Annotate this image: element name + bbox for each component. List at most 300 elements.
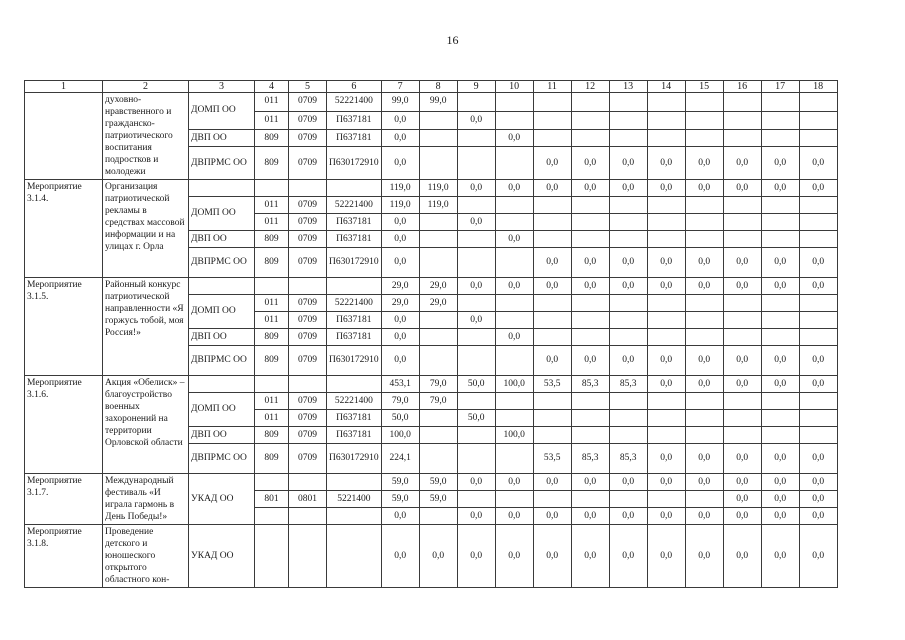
total-amount-cell: 50,0: [381, 410, 419, 427]
year-amount-cell: [685, 111, 723, 129]
executor-cell: [189, 376, 255, 393]
column-number-5: 5: [289, 81, 327, 93]
year-amount-cell: 0,0: [799, 180, 837, 197]
year-amount-cell: [533, 312, 571, 329]
event-description-cell: Районный конкурс патриотической направленности «Я горжусь тобой, моя Россия!»: [103, 278, 189, 376]
year-amount-cell: [457, 346, 495, 376]
event-number-cell: Мероприятие 3.1.6.: [25, 376, 103, 474]
year-amount-cell: 0,0: [457, 111, 495, 129]
table-row: [25, 525, 838, 588]
year-amount-cell: 0,0: [571, 525, 609, 588]
year-amount-cell: [571, 214, 609, 231]
year-amount-cell: 85,3: [609, 376, 647, 393]
year-amount-cell: 0,0: [647, 147, 685, 180]
year-amount-cell: 0,0: [761, 248, 799, 278]
year-amount-cell: [761, 231, 799, 248]
year-amount-cell: [799, 427, 837, 444]
total-amount-cell: 119,0: [381, 197, 419, 214]
year-amount-cell: 0,0: [799, 376, 837, 393]
year-amount-cell: 0,0: [723, 474, 761, 491]
year-amount-cell: 0,0: [495, 278, 533, 295]
year-amount-cell: [495, 93, 533, 112]
budget-table: [24, 80, 838, 588]
year-amount-cell: 0,0: [571, 508, 609, 525]
column-number-4: 4: [255, 81, 289, 93]
year-amount-cell: [647, 427, 685, 444]
section-code-cell: 0709: [289, 410, 327, 427]
year-amount-cell: [457, 129, 495, 147]
year-amount-cell: [419, 129, 457, 147]
total-amount-cell: 59,0: [381, 491, 419, 508]
column-number-15: 15: [685, 81, 723, 93]
year-amount-cell: [723, 427, 761, 444]
total-amount-cell: 79,0: [381, 393, 419, 410]
year-amount-cell: 0,0: [457, 508, 495, 525]
year-amount-cell: [799, 312, 837, 329]
year-amount-cell: [495, 295, 533, 312]
section-code-cell: 0709: [289, 231, 327, 248]
grbs-code-cell: 011: [255, 214, 289, 231]
year-amount-cell: [533, 410, 571, 427]
year-amount-cell: 0,0: [799, 444, 837, 474]
year-amount-cell: [723, 93, 761, 112]
executor-cell: ДВПРМС ОО: [189, 444, 255, 474]
event-description-cell: Акция «Обелиск» – благоустройство военных захоронений на территории Орловской области: [103, 376, 189, 474]
column-number-11: 11: [533, 81, 571, 93]
target-article-cell: 52221400: [327, 197, 382, 214]
year-amount-cell: 0,0: [571, 278, 609, 295]
executor-cell: ДВПРМС ОО: [189, 346, 255, 376]
year-amount-cell: [685, 214, 723, 231]
year-amount-cell: [685, 197, 723, 214]
table-row: [25, 278, 838, 295]
year-amount-cell: [799, 129, 837, 147]
year-amount-cell: [533, 214, 571, 231]
year-amount-cell: 0,0: [609, 474, 647, 491]
year-amount-cell: [419, 444, 457, 474]
year-amount-cell: 0,0: [571, 248, 609, 278]
total-amount-cell: 59,0: [381, 474, 419, 491]
executor-cell: ДВПРМС ОО: [189, 147, 255, 180]
year-amount-cell: 0,0: [799, 278, 837, 295]
section-code-cell: 0709: [289, 248, 327, 278]
year-amount-cell: [533, 231, 571, 248]
target-article-cell: П637181: [327, 410, 382, 427]
year-amount-cell: 0,0: [609, 525, 647, 588]
section-code-cell: [289, 525, 327, 588]
total-amount-cell: 29,0: [381, 295, 419, 312]
total-amount-cell: 0,0: [381, 147, 419, 180]
event-description-cell: Организация патриотической рекламы в средствах массовой информации и на улицах г. Орла: [103, 180, 189, 278]
year-amount-cell: 0,0: [533, 248, 571, 278]
event-description-cell: Международный фестиваль «И играла гармонь в День Победы!»: [103, 474, 189, 525]
year-amount-cell: [419, 312, 457, 329]
executor-cell: [189, 278, 255, 295]
column-number-14: 14: [647, 81, 685, 93]
year-amount-cell: [647, 393, 685, 410]
year-amount-cell: 0,0: [457, 525, 495, 588]
year-amount-cell: [799, 93, 837, 112]
section-code-cell: 0801: [289, 491, 327, 508]
year-amount-cell: [419, 214, 457, 231]
year-amount-cell: [533, 295, 571, 312]
year-amount-cell: [761, 214, 799, 231]
year-amount-cell: 0,0: [609, 508, 647, 525]
year-amount-cell: [609, 111, 647, 129]
year-amount-cell: [571, 295, 609, 312]
section-code-cell: [289, 180, 327, 197]
page-number: 16: [446, 33, 459, 47]
grbs-code-cell: [255, 278, 289, 295]
section-code-cell: 0709: [289, 346, 327, 376]
year-amount-cell: [761, 93, 799, 112]
year-amount-cell: [723, 129, 761, 147]
year-amount-cell: 0,0: [723, 180, 761, 197]
column-number-2: 2: [103, 81, 189, 93]
year-amount-cell: 0,0: [685, 248, 723, 278]
year-amount-cell: [419, 231, 457, 248]
year-amount-cell: [647, 410, 685, 427]
executor-cell: ДВП ОО: [189, 231, 255, 248]
year-amount-cell: [609, 491, 647, 508]
target-article-cell: П637181: [327, 231, 382, 248]
year-amount-cell: 0,0: [457, 474, 495, 491]
year-amount-cell: 0,0: [685, 346, 723, 376]
year-amount-cell: [533, 197, 571, 214]
year-amount-cell: 0,0: [761, 180, 799, 197]
year-amount-cell: 0,0: [685, 525, 723, 588]
year-amount-cell: [685, 410, 723, 427]
year-amount-cell: [533, 329, 571, 346]
column-number-9: 9: [457, 81, 495, 93]
year-amount-cell: 0,0: [685, 508, 723, 525]
target-article-cell: [327, 508, 382, 525]
total-amount-cell: 0,0: [381, 231, 419, 248]
target-article-cell: [327, 376, 382, 393]
section-code-cell: 0709: [289, 329, 327, 346]
target-article-cell: [327, 474, 382, 491]
executor-cell: ДОМП ОО: [189, 295, 255, 329]
year-amount-cell: [533, 491, 571, 508]
year-amount-cell: 0,0: [533, 346, 571, 376]
year-amount-cell: 0,0: [685, 278, 723, 295]
year-amount-cell: [799, 410, 837, 427]
executor-cell: ДОМП ОО: [189, 197, 255, 231]
year-amount-cell: [723, 214, 761, 231]
year-amount-cell: 0,0: [761, 474, 799, 491]
year-amount-cell: 59,0: [419, 474, 457, 491]
year-amount-cell: 50,0: [457, 376, 495, 393]
year-amount-cell: 0,0: [723, 508, 761, 525]
column-number-row: [25, 81, 838, 93]
year-amount-cell: [799, 329, 837, 346]
year-amount-cell: [457, 93, 495, 112]
year-amount-cell: [609, 231, 647, 248]
year-amount-cell: [533, 427, 571, 444]
year-amount-cell: [761, 410, 799, 427]
year-amount-cell: [571, 491, 609, 508]
year-amount-cell: 0,0: [761, 278, 799, 295]
year-amount-cell: 0,0: [685, 180, 723, 197]
executor-cell: ДВП ОО: [189, 129, 255, 147]
total-amount-cell: 0,0: [381, 214, 419, 231]
year-amount-cell: [685, 231, 723, 248]
total-amount-cell: 29,0: [381, 278, 419, 295]
year-amount-cell: [647, 93, 685, 112]
total-amount-cell: 0,0: [381, 508, 419, 525]
target-article-cell: П630172910: [327, 444, 382, 474]
year-amount-cell: 0,0: [609, 248, 647, 278]
event-number-cell: [25, 93, 103, 180]
year-amount-cell: [647, 329, 685, 346]
year-amount-cell: [609, 312, 647, 329]
year-amount-cell: [723, 393, 761, 410]
section-code-cell: 0709: [289, 312, 327, 329]
year-amount-cell: 0,0: [609, 278, 647, 295]
year-amount-cell: 0,0: [723, 147, 761, 180]
year-amount-cell: [533, 93, 571, 112]
event-number-cell: Мероприятие 3.1.5.: [25, 278, 103, 376]
year-amount-cell: [685, 312, 723, 329]
year-amount-cell: 0,0: [495, 525, 533, 588]
year-amount-cell: [533, 393, 571, 410]
total-amount-cell: 0,0: [381, 111, 419, 129]
section-code-cell: 0709: [289, 214, 327, 231]
year-amount-cell: 0,0: [685, 147, 723, 180]
event-description-cell: Проведение детского и юношеского открытого областного кон-: [103, 525, 189, 588]
year-amount-cell: 53,5: [533, 376, 571, 393]
grbs-code-cell: 801: [255, 491, 289, 508]
grbs-code-cell: [255, 474, 289, 491]
executor-cell: УКАД ОО: [189, 525, 255, 588]
table-row: [25, 474, 838, 491]
section-code-cell: 0709: [289, 427, 327, 444]
year-amount-cell: 0,0: [647, 444, 685, 474]
year-amount-cell: [685, 295, 723, 312]
grbs-code-cell: 809: [255, 231, 289, 248]
year-amount-cell: [761, 197, 799, 214]
year-amount-cell: [457, 197, 495, 214]
year-amount-cell: [571, 410, 609, 427]
year-amount-cell: [571, 329, 609, 346]
year-amount-cell: [495, 248, 533, 278]
target-article-cell: П637181: [327, 427, 382, 444]
year-amount-cell: [571, 93, 609, 112]
year-amount-cell: [495, 346, 533, 376]
year-amount-cell: [419, 508, 457, 525]
column-number-17: 17: [761, 81, 799, 93]
year-amount-cell: 0,0: [723, 346, 761, 376]
total-amount-cell: 224,1: [381, 444, 419, 474]
year-amount-cell: [647, 129, 685, 147]
year-amount-cell: [419, 111, 457, 129]
year-amount-cell: 0,0: [723, 444, 761, 474]
year-amount-cell: [609, 129, 647, 147]
year-amount-cell: 0,0: [723, 278, 761, 295]
year-amount-cell: [457, 329, 495, 346]
executor-cell: ДОМП ОО: [189, 93, 255, 130]
grbs-code-cell: 809: [255, 346, 289, 376]
grbs-code-cell: 809: [255, 444, 289, 474]
year-amount-cell: 0,0: [723, 248, 761, 278]
grbs-code-cell: 011: [255, 197, 289, 214]
year-amount-cell: 0,0: [685, 474, 723, 491]
year-amount-cell: [533, 129, 571, 147]
year-amount-cell: 0,0: [799, 508, 837, 525]
total-amount-cell: 99,0: [381, 93, 419, 112]
year-amount-cell: [647, 491, 685, 508]
year-amount-cell: 0,0: [419, 525, 457, 588]
year-amount-cell: [495, 312, 533, 329]
year-amount-cell: 0,0: [799, 147, 837, 180]
year-amount-cell: 0,0: [647, 525, 685, 588]
column-number-13: 13: [609, 81, 647, 93]
year-amount-cell: 0,0: [571, 147, 609, 180]
target-article-cell: 52221400: [327, 93, 382, 112]
year-amount-cell: [647, 111, 685, 129]
year-amount-cell: [419, 147, 457, 180]
year-amount-cell: [799, 295, 837, 312]
section-code-cell: 0709: [289, 129, 327, 147]
grbs-code-cell: 011: [255, 93, 289, 112]
grbs-code-cell: 011: [255, 295, 289, 312]
year-amount-cell: 29,0: [419, 278, 457, 295]
year-amount-cell: [723, 295, 761, 312]
target-article-cell: [327, 525, 382, 588]
year-amount-cell: 0,0: [495, 180, 533, 197]
year-amount-cell: 0,0: [495, 474, 533, 491]
year-amount-cell: 0,0: [495, 329, 533, 346]
year-amount-cell: [647, 231, 685, 248]
year-amount-cell: [761, 393, 799, 410]
executor-cell: ДВП ОО: [189, 329, 255, 346]
year-amount-cell: [457, 491, 495, 508]
year-amount-cell: [761, 129, 799, 147]
grbs-code-cell: [255, 525, 289, 588]
year-amount-cell: 0,0: [571, 346, 609, 376]
executor-cell: УКАД ОО: [189, 474, 255, 525]
year-amount-cell: [609, 197, 647, 214]
total-amount-cell: 0,0: [381, 525, 419, 588]
target-article-cell: П637181: [327, 214, 382, 231]
year-amount-cell: 85,3: [609, 444, 647, 474]
year-amount-cell: 0,0: [723, 491, 761, 508]
year-amount-cell: 0,0: [495, 231, 533, 248]
target-article-cell: 5221400: [327, 491, 382, 508]
year-amount-cell: [419, 427, 457, 444]
year-amount-cell: [495, 491, 533, 508]
year-amount-cell: [419, 346, 457, 376]
year-amount-cell: [723, 111, 761, 129]
year-amount-cell: [419, 329, 457, 346]
year-amount-cell: 50,0: [457, 410, 495, 427]
year-amount-cell: [533, 111, 571, 129]
table-row: [25, 180, 838, 197]
year-amount-cell: 0,0: [533, 525, 571, 588]
grbs-code-cell: 809: [255, 129, 289, 147]
year-amount-cell: [495, 410, 533, 427]
year-amount-cell: 59,0: [419, 491, 457, 508]
year-amount-cell: 0,0: [647, 278, 685, 295]
year-amount-cell: 0,0: [685, 376, 723, 393]
table-row: [25, 93, 838, 112]
year-amount-cell: [723, 410, 761, 427]
year-amount-cell: [685, 491, 723, 508]
grbs-code-cell: 011: [255, 393, 289, 410]
year-amount-cell: [571, 129, 609, 147]
year-amount-cell: 0,0: [761, 491, 799, 508]
year-amount-cell: 0,0: [647, 474, 685, 491]
year-amount-cell: [609, 393, 647, 410]
target-article-cell: П637181: [327, 312, 382, 329]
year-amount-cell: 79,0: [419, 376, 457, 393]
year-amount-cell: 0,0: [723, 525, 761, 588]
target-article-cell: 52221400: [327, 393, 382, 410]
executor-cell: ДВП ОО: [189, 427, 255, 444]
year-amount-cell: 0,0: [647, 508, 685, 525]
year-amount-cell: 0,0: [799, 248, 837, 278]
year-amount-cell: [647, 197, 685, 214]
year-amount-cell: 0,0: [799, 474, 837, 491]
year-amount-cell: [457, 248, 495, 278]
year-amount-cell: [761, 312, 799, 329]
year-amount-cell: 0,0: [647, 180, 685, 197]
year-amount-cell: [685, 393, 723, 410]
year-amount-cell: [609, 410, 647, 427]
year-amount-cell: 100,0: [495, 376, 533, 393]
target-article-cell: П637181: [327, 129, 382, 147]
year-amount-cell: [457, 295, 495, 312]
year-amount-cell: [571, 197, 609, 214]
year-amount-cell: [457, 147, 495, 180]
section-code-cell: [289, 278, 327, 295]
table-row: [25, 376, 838, 393]
year-amount-cell: 29,0: [419, 295, 457, 312]
year-amount-cell: 0,0: [495, 129, 533, 147]
year-amount-cell: 0,0: [761, 508, 799, 525]
year-amount-cell: [799, 197, 837, 214]
event-number-cell: Мероприятие 3.1.8.: [25, 525, 103, 588]
column-number-12: 12: [571, 81, 609, 93]
section-code-cell: 0709: [289, 197, 327, 214]
section-code-cell: 0709: [289, 393, 327, 410]
year-amount-cell: 0,0: [457, 278, 495, 295]
year-amount-cell: [799, 111, 837, 129]
year-amount-cell: [495, 147, 533, 180]
year-amount-cell: [609, 329, 647, 346]
year-amount-cell: 99,0: [419, 93, 457, 112]
year-amount-cell: 0,0: [761, 444, 799, 474]
year-amount-cell: [761, 427, 799, 444]
grbs-code-cell: [255, 508, 289, 525]
year-amount-cell: [571, 111, 609, 129]
total-amount-cell: 0,0: [381, 248, 419, 278]
year-amount-cell: 119,0: [419, 180, 457, 197]
year-amount-cell: [495, 214, 533, 231]
grbs-code-cell: [255, 180, 289, 197]
total-amount-cell: 453,1: [381, 376, 419, 393]
column-number-6: 6: [327, 81, 382, 93]
year-amount-cell: 79,0: [419, 393, 457, 410]
year-amount-cell: [647, 295, 685, 312]
year-amount-cell: [761, 295, 799, 312]
year-amount-cell: [761, 111, 799, 129]
year-amount-cell: 0,0: [799, 491, 837, 508]
year-amount-cell: 0,0: [761, 376, 799, 393]
year-amount-cell: [571, 231, 609, 248]
year-amount-cell: 0,0: [495, 508, 533, 525]
year-amount-cell: [419, 248, 457, 278]
